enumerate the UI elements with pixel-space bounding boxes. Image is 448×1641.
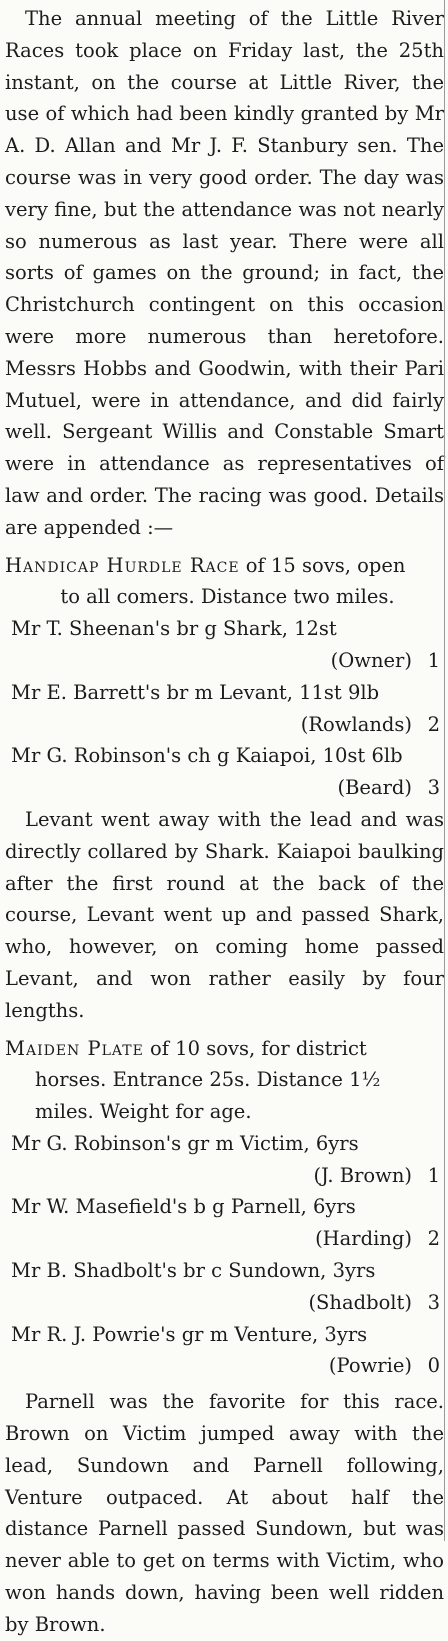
entry-rider: (Rowlands) bbox=[300, 712, 412, 736]
race-report-hurdle: Levant went away with the lead and was directly collared by Shark. Kaiapoi baulking after the first round at the back of the course, Levant went up and passed Shark, who, however, on coming home passed Levant, and won rather easily by four lengths. bbox=[5, 807, 444, 1022]
entry-row bbox=[5, 1255, 444, 1319]
entry-rider: (Harding) bbox=[315, 1227, 412, 1251]
column-rule bbox=[444, 0, 445, 1541]
entry-rider: (Powrie) bbox=[328, 1354, 412, 1378]
race-report-maiden: Parnell was the favorite for this race. Brown on Victim jumped away with the lead, Sundown and Parnell following, Venture outpaced. At about half the distance Parnell passed Sundown, but was never able to get on terms with Victim, who won hands down, having been well ridden by Brown. bbox=[5, 1390, 444, 1636]
entry-row bbox=[5, 740, 444, 804]
entry-horse: Mr G. Robinson's gr m Victim, 6yrs bbox=[11, 1131, 359, 1155]
entry-rider: (J. Brown) bbox=[313, 1163, 412, 1187]
entry-horse: Mr W. Masefield's b g Parnell, 6yrs bbox=[11, 1195, 356, 1219]
entry-row bbox=[5, 1191, 444, 1255]
entry-horse: Mr B. Shadbolt's br c Sundown, 3yrs bbox=[11, 1259, 376, 1283]
entry-place: 3 bbox=[427, 1290, 440, 1314]
entry-row bbox=[5, 613, 444, 677]
entry-horse: Mr R. J. Powrie's gr m Venture, 3yrs bbox=[11, 1322, 368, 1346]
race-title: Handicap Hurdle Race bbox=[5, 553, 240, 577]
race-conditions-cont: miles. Weight for age. bbox=[35, 1100, 252, 1124]
entry-horse: Mr E. Barrett's br m Levant, 11st 9lb bbox=[11, 680, 380, 704]
entry-horse: Mr G. Robinson's ch g Kaiapoi, 10st 6lb bbox=[11, 744, 403, 768]
race-conditions-cont: to all comers. Distance two miles. bbox=[60, 585, 395, 609]
intro-paragraph: The annual meeting of the Little River Races took place on Friday last, the 25th instant, on the course at Little River, the use of which had been kindly granted by Mr A. D. Allan and Mr J. F. Stanbury sen. The course was in very good order. The day was very fine, but the attendance was not nearly so numerous as last year. There were all sorts of games on the ground; in fact, the Christchurch contingent on this occasion were more numerous than heretofore. Messrs Hobbs and Goodwin, with their Pari Mutuel, were in attendance, and did fairly well. Sergeant Willis and Constable Smart were in attendance as representatives of law and order. The racing was good. Details are appended :— bbox=[5, 7, 444, 539]
entry-rider: (Owner) bbox=[330, 648, 412, 672]
entry-place: 2 bbox=[427, 1227, 440, 1251]
race-conditions: of 15 sovs, open bbox=[245, 553, 406, 577]
race-conditions-cont: horses. Entrance 25s. Distance 1½ bbox=[35, 1068, 381, 1092]
race-heading-hurdle bbox=[5, 550, 444, 614]
entry-rider: (Beard) bbox=[337, 776, 412, 800]
race-conditions: of 10 sovs, for district bbox=[150, 1036, 367, 1060]
entry-place: 1 bbox=[427, 1163, 440, 1187]
entry-row bbox=[5, 677, 444, 741]
entry-place: 3 bbox=[427, 776, 440, 800]
entry-place: 0 bbox=[427, 1354, 440, 1378]
entry-rider: (Shadbolt) bbox=[308, 1290, 412, 1314]
entry-row bbox=[5, 1319, 444, 1383]
entry-place: 1 bbox=[427, 648, 440, 672]
race-title: Maiden Plate bbox=[5, 1036, 144, 1060]
race-heading-maiden bbox=[5, 1033, 444, 1128]
entry-place: 2 bbox=[427, 712, 440, 736]
entry-row bbox=[5, 1128, 444, 1192]
entry-horse: Mr T. Sheenan's br g Shark, 12st bbox=[11, 617, 337, 641]
